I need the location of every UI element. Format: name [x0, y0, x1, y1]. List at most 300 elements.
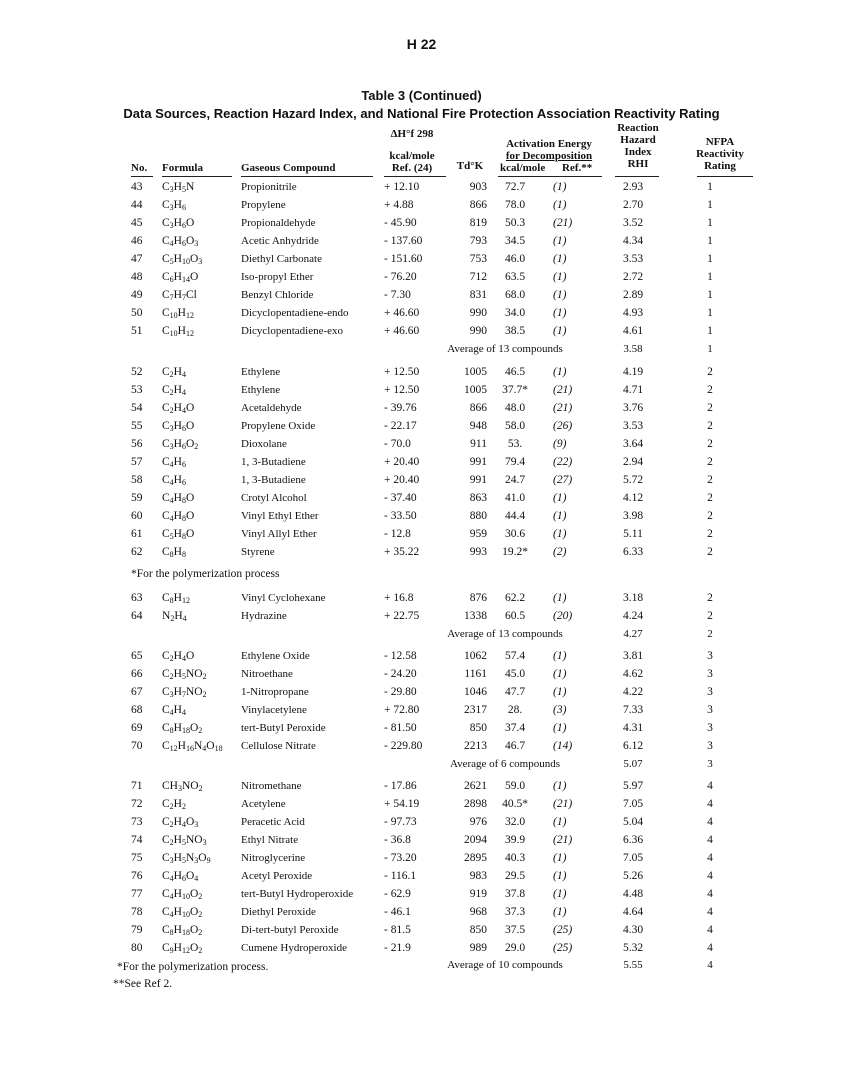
cell-no: 67 — [131, 686, 143, 698]
cell-name: Nitroglycerine — [241, 852, 306, 864]
cell-td: 2213 — [464, 740, 487, 752]
average-row — [0, 756, 843, 772]
cell-dhf: - 29.80 — [384, 686, 417, 698]
cell-dhf: - 151.60 — [384, 253, 423, 265]
cell-td: 850 — [469, 722, 487, 734]
cell-rhi: 6.33 — [622, 546, 644, 558]
cell-ea: 53. — [507, 438, 523, 450]
cell-name: Propionitrile — [241, 181, 297, 193]
cell-no: 43 — [131, 181, 143, 193]
cell-ref: (1) — [553, 510, 567, 522]
cell-rhi: 6.12 — [622, 740, 644, 752]
cell-ea: 37.7* — [502, 384, 528, 396]
cell-no: 69 — [131, 722, 143, 734]
cell-td: 968 — [469, 906, 487, 918]
table-row — [0, 850, 843, 866]
cell-ref: (1) — [553, 366, 567, 378]
cell-formula: $C_3H_5N_3O_9$ — [162, 852, 211, 865]
cell-rhi: 4.22 — [622, 686, 644, 698]
cell-td: 793 — [469, 235, 487, 247]
table-row — [0, 197, 843, 213]
cell-no: 49 — [131, 289, 143, 301]
cell-dhf: + 16.8 — [384, 592, 414, 604]
cell-td: 911 — [470, 438, 487, 450]
cell-rhi: 3.52 — [622, 217, 644, 229]
cell-formula: $C_8H_8$ — [162, 546, 186, 559]
cell-formula: $CH_3NO_2$ — [162, 780, 203, 793]
cell-dhf: - 36.8 — [384, 834, 411, 846]
cell-no: 53 — [131, 384, 143, 396]
cell-formula: $C_4H_{10}O_2$ — [162, 906, 203, 919]
cell-nfpa: 4 — [707, 852, 713, 864]
cell-rhi: 4.71 — [622, 384, 644, 396]
cell-formula: $C_5H_{10}O_3$ — [162, 253, 203, 266]
cell-ea: 46.5 — [504, 366, 526, 378]
cell-formula: $C_{10}H_{12}$ — [162, 307, 194, 320]
header-act-3: kcal/mole — [500, 162, 546, 174]
cell-nfpa: 2 — [707, 456, 713, 468]
cell-dhf: - 39.76 — [384, 402, 417, 414]
average-nfpa: 2 — [707, 628, 713, 640]
cell-formula: $C_2H_2$ — [162, 798, 186, 811]
cell-ea: 30.6 — [504, 528, 526, 540]
cell-ea: 58.0 — [504, 420, 526, 432]
cell-ea: 34.5 — [504, 235, 526, 247]
cell-rhi: 3.53 — [622, 420, 644, 432]
cell-ref: (26) — [553, 420, 573, 432]
header-nfpa-1: NFPA — [705, 136, 735, 148]
cell-no: 78 — [131, 906, 143, 918]
cell-formula: $C_2H_4$ — [162, 366, 186, 379]
cell-td: 866 — [469, 402, 487, 414]
cell-formula: $C_4H_4$ — [162, 704, 186, 717]
cell-td: 2317 — [464, 704, 487, 716]
cell-dhf: - 21.9 — [384, 942, 411, 954]
cell-name: Nitroethane — [241, 668, 293, 680]
cell-ea: 41.0 — [504, 492, 526, 504]
cell-name: Ethylene — [241, 366, 281, 378]
cell-ref: (1) — [553, 722, 567, 734]
cell-dhf: - 97.73 — [384, 816, 417, 828]
cell-dhf: - 81.5 — [384, 924, 411, 936]
cell-formula: $C_8H_{18}O_2$ — [162, 722, 203, 735]
cell-rhi: 2.89 — [622, 289, 644, 301]
table-row — [0, 590, 843, 606]
cell-td: 880 — [469, 510, 487, 522]
table-row — [0, 702, 843, 718]
cell-ref: (1) — [553, 307, 567, 319]
cell-formula: $C_4H_8O$ — [162, 510, 195, 523]
cell-no: 54 — [131, 402, 143, 414]
cell-formula: $C_{12}H_{16}N_4O_{18}$ — [162, 740, 223, 753]
cell-rhi: 4.62 — [622, 668, 644, 680]
cell-td: 991 — [469, 456, 487, 468]
cell-formula: $C_8H_{12}$ — [162, 592, 190, 605]
table-row — [0, 472, 843, 488]
table-row — [0, 382, 843, 398]
cell-nfpa: 2 — [707, 546, 713, 558]
cell-dhf: - 46.1 — [384, 906, 411, 918]
cell-ref: (22) — [553, 456, 573, 468]
cell-ea: 46.7 — [504, 740, 526, 752]
cell-name: 1, 3-Butadiene — [241, 456, 306, 468]
table-row — [0, 287, 843, 303]
cell-no: 59 — [131, 492, 143, 504]
cell-rhi: 4.61 — [622, 325, 644, 337]
average-rhi: 4.27 — [623, 628, 643, 640]
cell-no: 50 — [131, 307, 143, 319]
cell-ea: 68.0 — [504, 289, 526, 301]
header-act-4: Ref.** — [562, 162, 593, 174]
cell-no: 63 — [131, 592, 143, 604]
cell-no: 48 — [131, 271, 143, 283]
cell-dhf: + 46.60 — [384, 325, 420, 337]
cell-ea: 40.5* — [502, 798, 528, 810]
cell-ea: 37.8 — [504, 888, 526, 900]
cell-name: Propylene Oxide — [241, 420, 316, 432]
cell-dhf: - 137.60 — [384, 235, 423, 247]
cell-no: 75 — [131, 852, 143, 864]
cell-ea: 29.5 — [504, 870, 526, 882]
cell-ea: 24.7 — [504, 474, 526, 486]
cell-ea: 45.0 — [504, 668, 526, 680]
cell-ref: (1) — [553, 181, 567, 193]
header-nfpa-3: Rating — [704, 160, 736, 172]
cell-dhf: - 45.90 — [384, 217, 417, 229]
cell-no: 73 — [131, 816, 143, 828]
cell-td: 850 — [469, 924, 487, 936]
table-row — [0, 364, 843, 380]
cell-name: tert-Butyl Peroxide — [241, 722, 326, 734]
table-row — [0, 886, 843, 902]
cell-no: 79 — [131, 924, 143, 936]
cell-td: 712 — [469, 271, 487, 283]
cell-ref: (21) — [553, 798, 573, 810]
cell-td: 948 — [469, 420, 487, 432]
cell-name: Acetyl Peroxide — [241, 870, 313, 882]
cell-rhi: 3.53 — [622, 253, 644, 265]
cell-no: 55 — [131, 420, 143, 432]
cell-ref: (9) — [553, 438, 567, 450]
table-row — [0, 904, 843, 920]
header-act-1: Activation Energy — [506, 138, 592, 150]
cell-nfpa: 3 — [707, 722, 713, 734]
cell-td: 753 — [469, 253, 487, 265]
header-dhf-2: kcal/mole — [389, 150, 435, 162]
cell-rhi: 4.31 — [622, 722, 644, 734]
header-dhf-3: Ref. (24) — [391, 162, 433, 174]
cell-name: Vinyl Ethyl Ether — [241, 510, 319, 522]
cell-no: 64 — [131, 610, 143, 622]
header-act-2: for Decomposition — [505, 150, 593, 162]
cell-ref: (21) — [553, 217, 573, 229]
cell-td: 2895 — [464, 852, 487, 864]
cell-td: 993 — [469, 546, 487, 558]
cell-no: 74 — [131, 834, 143, 846]
cell-td: 919 — [469, 888, 487, 900]
cell-td: 2898 — [464, 798, 487, 810]
cell-nfpa: 1 — [707, 235, 713, 247]
cell-formula: $C_2H_5NO_2$ — [162, 668, 207, 681]
cell-ea: 39.9 — [504, 834, 526, 846]
cell-rhi: 4.93 — [622, 307, 644, 319]
cell-rhi: 4.24 — [622, 610, 644, 622]
cell-formula: $C_4H_6$ — [162, 474, 186, 487]
cell-name: Vinyl Cyclohexane — [241, 592, 326, 604]
cell-name: Propylene — [241, 199, 286, 211]
cell-rhi: 5.32 — [622, 942, 644, 954]
footnote-see-ref: **See Ref 2. — [113, 978, 173, 990]
cell-dhf: + 12.50 — [384, 366, 420, 378]
table-row — [0, 720, 843, 736]
cell-ref: (1) — [553, 253, 567, 265]
table-row — [0, 251, 843, 267]
cell-no: 70 — [131, 740, 143, 752]
cell-ea: 48.0 — [504, 402, 526, 414]
cell-nfpa: 4 — [707, 798, 713, 810]
cell-td: 1005 — [464, 366, 487, 378]
cell-name: Iso-propyl Ether — [241, 271, 314, 283]
table-row — [0, 508, 843, 524]
cell-nfpa: 2 — [707, 384, 713, 396]
cell-nfpa: 3 — [707, 740, 713, 752]
cell-ref: (1) — [553, 592, 567, 604]
cell-formula: $C_2H_4$ — [162, 384, 186, 397]
table-row — [0, 305, 843, 321]
cell-ea: 62.2 — [504, 592, 526, 604]
cell-ref: (1) — [553, 780, 567, 792]
cell-ea: 50.3 — [504, 217, 526, 229]
cell-dhf: - 229.80 — [384, 740, 423, 752]
cell-name: Vinylacetylene — [241, 704, 307, 716]
cell-dhf: - 33.50 — [384, 510, 417, 522]
cell-dhf: - 24.20 — [384, 668, 417, 680]
table-row — [0, 400, 843, 416]
cell-dhf: - 12.8 — [384, 528, 411, 540]
cell-nfpa: 1 — [707, 307, 713, 319]
cell-dhf: + 4.88 — [384, 199, 414, 211]
cell-nfpa: 4 — [707, 942, 713, 954]
cell-dhf: - 37.40 — [384, 492, 417, 504]
cell-ref: (21) — [553, 384, 573, 396]
table-row — [0, 868, 843, 884]
cell-formula: $C_4H_6$ — [162, 456, 186, 469]
cell-ea: 40.3 — [504, 852, 526, 864]
cell-nfpa: 3 — [707, 704, 713, 716]
table-row — [0, 436, 843, 452]
cell-ref: (3) — [553, 704, 567, 716]
cell-formula: $C_2H_5NO_3$ — [162, 834, 207, 847]
cell-no: 60 — [131, 510, 143, 522]
table-row — [0, 608, 843, 624]
cell-nfpa: 1 — [707, 253, 713, 265]
cell-no: 45 — [131, 217, 143, 229]
cell-name: Crotyl Alcohol — [241, 492, 307, 504]
cell-td: 1005 — [464, 384, 487, 396]
cell-dhf: + 22.75 — [384, 610, 420, 622]
cell-ea: 32.0 — [504, 816, 526, 828]
cell-dhf: - 81.50 — [384, 722, 417, 734]
cell-formula: $C_9H_{12}O_2$ — [162, 942, 203, 955]
cell-dhf: + 46.60 — [384, 307, 420, 319]
cell-ea: 28. — [507, 704, 523, 716]
cell-ref: (1) — [553, 650, 567, 662]
cell-name: Peracetic Acid — [241, 816, 305, 828]
cell-td: 866 — [469, 199, 487, 211]
cell-td: 990 — [469, 307, 487, 319]
cell-ea: 44.4 — [504, 510, 526, 522]
cell-td: 983 — [469, 870, 487, 882]
cell-td: 1161 — [464, 668, 487, 680]
cell-ea: 78.0 — [504, 199, 526, 211]
cell-nfpa: 4 — [707, 780, 713, 792]
cell-name: 1-Nitropropane — [241, 686, 309, 698]
cell-ea: 46.0 — [504, 253, 526, 265]
cell-ref: (1) — [553, 235, 567, 247]
cell-name: 1, 3-Butadiene — [241, 474, 306, 486]
cell-no: 80 — [131, 942, 143, 954]
cell-rhi: 4.48 — [622, 888, 644, 900]
cell-td: 990 — [469, 325, 487, 337]
cell-rhi: 4.19 — [622, 366, 644, 378]
cell-no: 46 — [131, 235, 143, 247]
cell-rhi: 3.81 — [622, 650, 644, 662]
footnote-polymerization-2: *For the polymerization process. — [117, 961, 269, 973]
cell-td: 989 — [469, 942, 487, 954]
average-row — [0, 341, 843, 357]
cell-nfpa: 1 — [707, 217, 713, 229]
cell-formula: $C_3H_5N$ — [162, 181, 195, 194]
table-row — [0, 269, 843, 285]
cell-ea: 60.5 — [504, 610, 526, 622]
cell-ref: (25) — [553, 924, 573, 936]
cell-name: tert-Butyl Hydroperoxide — [241, 888, 354, 900]
cell-nfpa: 2 — [707, 610, 713, 622]
cell-ref: (1) — [553, 686, 567, 698]
cell-formula: $C_6H_{14}O$ — [162, 271, 199, 284]
cell-no: 77 — [131, 888, 143, 900]
header-rhi-3: Index — [624, 146, 652, 158]
cell-dhf: - 12.58 — [384, 650, 417, 662]
cell-nfpa: 2 — [707, 474, 713, 486]
cell-rhi: 2.93 — [622, 181, 644, 193]
cell-ea: 19.2* — [502, 546, 528, 558]
table-row — [0, 648, 843, 664]
cell-name: Acetylene — [241, 798, 286, 810]
cell-dhf: - 73.20 — [384, 852, 417, 864]
cell-name: Acetaldehyde — [241, 402, 302, 414]
cell-ea: 37.3 — [504, 906, 526, 918]
cell-formula: $C_4H_{10}O_2$ — [162, 888, 203, 901]
table-title: Table 3 (Continued) — [361, 88, 482, 103]
cell-ref: (1) — [553, 870, 567, 882]
table-row — [0, 544, 843, 560]
cell-no: 72 — [131, 798, 143, 810]
footnote-polymerization: *For the polymerization process — [131, 568, 280, 580]
cell-name: Hydrazine — [241, 610, 287, 622]
cell-rhi: 4.64 — [622, 906, 644, 918]
cell-td: 819 — [469, 217, 487, 229]
cell-nfpa: 2 — [707, 438, 713, 450]
cell-ea: 47.7 — [504, 686, 526, 698]
cell-rhi: 7.05 — [622, 798, 644, 810]
cell-name: Dioxolane — [241, 438, 287, 450]
cell-nfpa: 4 — [707, 906, 713, 918]
cell-nfpa: 2 — [707, 366, 713, 378]
cell-ea: 72.7 — [504, 181, 526, 193]
cell-ref: (1) — [553, 852, 567, 864]
cell-formula: $C_2H_4O$ — [162, 402, 195, 415]
header-formula: Formula — [162, 162, 203, 174]
cell-dhf: - 76.20 — [384, 271, 417, 283]
cell-td: 1046 — [464, 686, 487, 698]
cell-td: 863 — [469, 492, 487, 504]
average-row — [0, 626, 843, 642]
table-row — [0, 796, 843, 812]
cell-rhi: 2.70 — [622, 199, 644, 211]
cell-nfpa: 1 — [707, 199, 713, 211]
cell-no: 66 — [131, 668, 143, 680]
cell-td: 2621 — [464, 780, 487, 792]
cell-name: Cumene Hydroperoxide — [241, 942, 347, 954]
cell-formula: $C_3H_6O$ — [162, 217, 195, 230]
average-nfpa: 4 — [707, 959, 713, 971]
cell-no: 57 — [131, 456, 143, 468]
cell-nfpa: 1 — [707, 181, 713, 193]
cell-no: 52 — [131, 366, 143, 378]
table-row — [0, 454, 843, 470]
cell-name: Dicyclopentadiene-exo — [241, 325, 344, 337]
cell-ref: (1) — [553, 816, 567, 828]
cell-no: 62 — [131, 546, 143, 558]
cell-no: 44 — [131, 199, 143, 211]
cell-td: 976 — [469, 816, 487, 828]
average-label: Average of 13 compounds — [447, 343, 563, 355]
cell-name: Ethylene — [241, 384, 281, 396]
cell-formula: $C_3H_6$ — [162, 199, 186, 212]
cell-dhf: + 20.40 — [384, 474, 420, 486]
cell-nfpa: 4 — [707, 834, 713, 846]
cell-ref: (2) — [553, 546, 567, 558]
cell-rhi: 5.26 — [622, 870, 644, 882]
cell-name: Styrene — [241, 546, 275, 558]
average-rhi: 5.55 — [623, 959, 643, 971]
cell-td: 831 — [469, 289, 487, 301]
cell-ea: 59.0 — [504, 780, 526, 792]
cell-formula: $C_{10}H_{12}$ — [162, 325, 194, 338]
table-row — [0, 738, 843, 754]
cell-nfpa: 1 — [707, 325, 713, 337]
table-row — [0, 490, 843, 506]
page-number: H 22 — [406, 36, 437, 52]
cell-rhi: 7.33 — [622, 704, 644, 716]
cell-no: 51 — [131, 325, 143, 337]
cell-name: Propionaldehyde — [241, 217, 316, 229]
cell-nfpa: 2 — [707, 528, 713, 540]
cell-rhi: 4.12 — [622, 492, 644, 504]
cell-nfpa: 1 — [707, 289, 713, 301]
cell-no: 61 — [131, 528, 143, 540]
cell-name: Acetic Anhydride — [241, 235, 319, 247]
cell-ref: (21) — [553, 402, 573, 414]
average-rhi: 5.07 — [623, 758, 643, 770]
cell-rhi: 3.18 — [622, 592, 644, 604]
header-rhi-2: Hazard — [620, 134, 656, 146]
cell-rhi: 7.05 — [622, 852, 644, 864]
cell-ea: 38.5 — [504, 325, 526, 337]
cell-formula: $C_4H_6O_4$ — [162, 870, 199, 883]
cell-td: 959 — [469, 528, 487, 540]
